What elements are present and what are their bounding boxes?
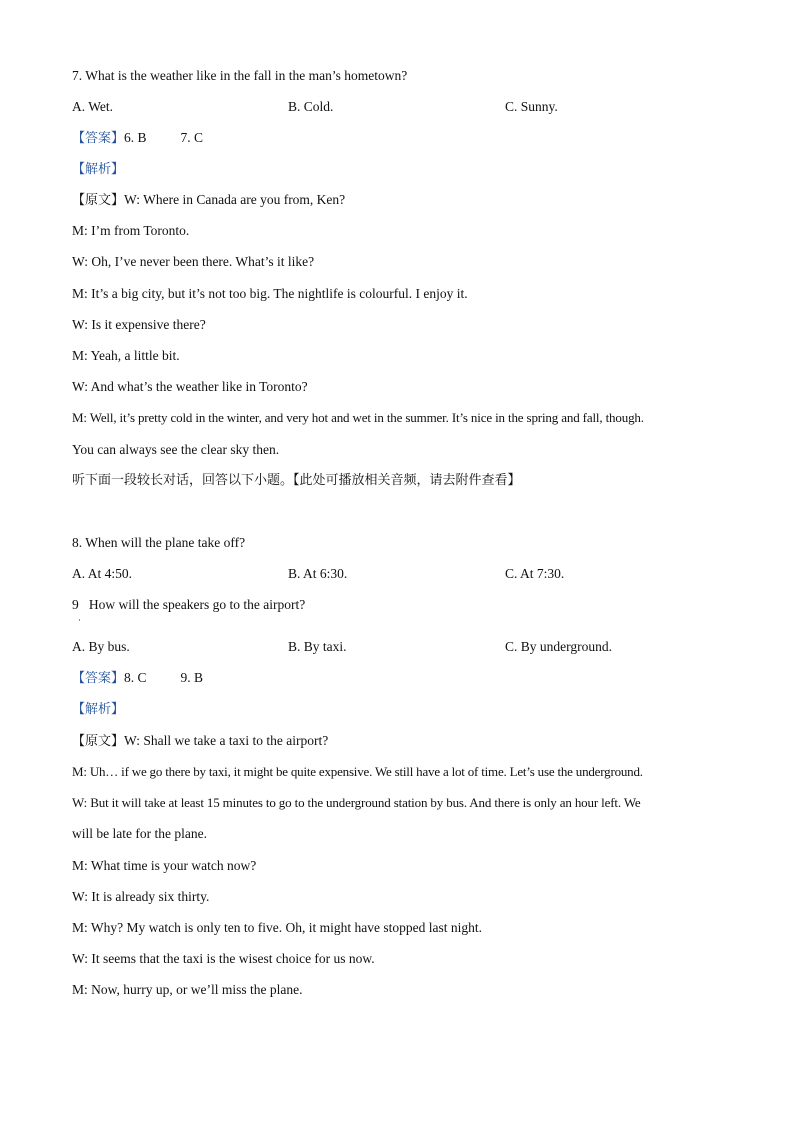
- analysis-line-1: [72, 160, 124, 179]
- q7-option-a: A. Wet.: [72, 99, 114, 114]
- transcript-label: 【原文】: [72, 734, 125, 749]
- q9-option-a: A. By bus.: [72, 639, 130, 654]
- answer-line-1: [72, 129, 203, 148]
- transcript-line: W: Oh, I’ve never been there. What’s it like?: [72, 254, 315, 269]
- analysis-label: 【解析】: [72, 702, 125, 717]
- transcript-line: M: Now, hurry up, or we’ll miss the plane.: [72, 982, 303, 997]
- transcript-line: M: I’m from Toronto.: [72, 223, 190, 238]
- transcript-line: W: It seems that the taxi is the wisest choice for us now.: [72, 951, 375, 966]
- answer-line-2: [72, 669, 203, 688]
- analysis-line-2: [72, 700, 124, 719]
- transcript-line: M: Yeah, a little bit.: [72, 348, 180, 363]
- question-9-dot: ·: [78, 615, 81, 625]
- answer-value: 9. B: [180, 670, 204, 685]
- transcript-label: 【原文】: [72, 193, 125, 208]
- transcript-line: will be late for the plane.: [72, 826, 207, 841]
- transcript-line: M: Well, it’s pretty cold in the winter, and very hot and wet in the summer. It’s nice in the spring and fall, though.: [72, 410, 644, 425]
- answer-label: 【答案】: [72, 131, 125, 146]
- transcript-line: W: And what’s the weather like in Toronto?: [72, 379, 308, 394]
- q9-option-b: B. By taxi.: [288, 639, 347, 654]
- transcript-line: [72, 191, 345, 210]
- transcript-line: M: Why? My watch is only ten to five. Oh, it might have stopped last night.: [72, 920, 482, 935]
- transcript-line: W: It is already six thirty.: [72, 889, 210, 904]
- transcript-line: W: But it will take at least 15 minutes to go to the underground station by bus. And there is only an hour left. We: [72, 795, 641, 810]
- transcript-line: [72, 732, 328, 751]
- answer-value: 7. C: [180, 130, 204, 145]
- answer-value: 6. B: [124, 130, 147, 145]
- q8-option-c: C. At 7:30.: [505, 566, 565, 581]
- transcript-text: W: Shall we take a taxi to the airport?: [124, 733, 329, 748]
- transcript-line: W: Is it expensive there?: [72, 317, 206, 332]
- answer-value: 8. C: [124, 670, 147, 685]
- question-9-text: How will the speakers go to the airport?: [88, 597, 306, 612]
- analysis-label: 【解析】: [72, 162, 125, 177]
- transcript-text: W: Where in Canada are you from, Ken?: [124, 192, 346, 207]
- question-9-number: 9: [72, 597, 79, 612]
- q8-option-b: B. At 6:30.: [288, 566, 348, 581]
- question-7: 7. What is the weather like in the fall in the man’s hometown?: [72, 68, 408, 83]
- listening-instruction: 听下面一段较长对话，回答以下小题。【此处可播放相关音频，请去附件查看】: [72, 473, 521, 488]
- q7-option-c: C. Sunny.: [505, 99, 558, 114]
- transcript-line: M: It’s a big city, but it’s not too big. The nightlife is colourful. I enjoy it.: [72, 286, 468, 301]
- q9-option-c: C. By underground.: [505, 639, 612, 654]
- question-8: 8. When will the plane take off?: [72, 535, 246, 550]
- transcript-line: M: Uh… if we go there by taxi, it might be quite expensive. We still have a lot of time. Let’s use the underground.: [72, 764, 643, 779]
- transcript-line: M: What time is your watch now?: [72, 858, 257, 873]
- transcript-line: You can always see the clear sky then.: [72, 442, 280, 457]
- q8-option-a: A. At 4:50.: [72, 566, 133, 581]
- q7-option-b: B. Cold.: [288, 99, 334, 114]
- answer-label: 【答案】: [72, 671, 125, 686]
- question-9: [72, 596, 305, 614]
